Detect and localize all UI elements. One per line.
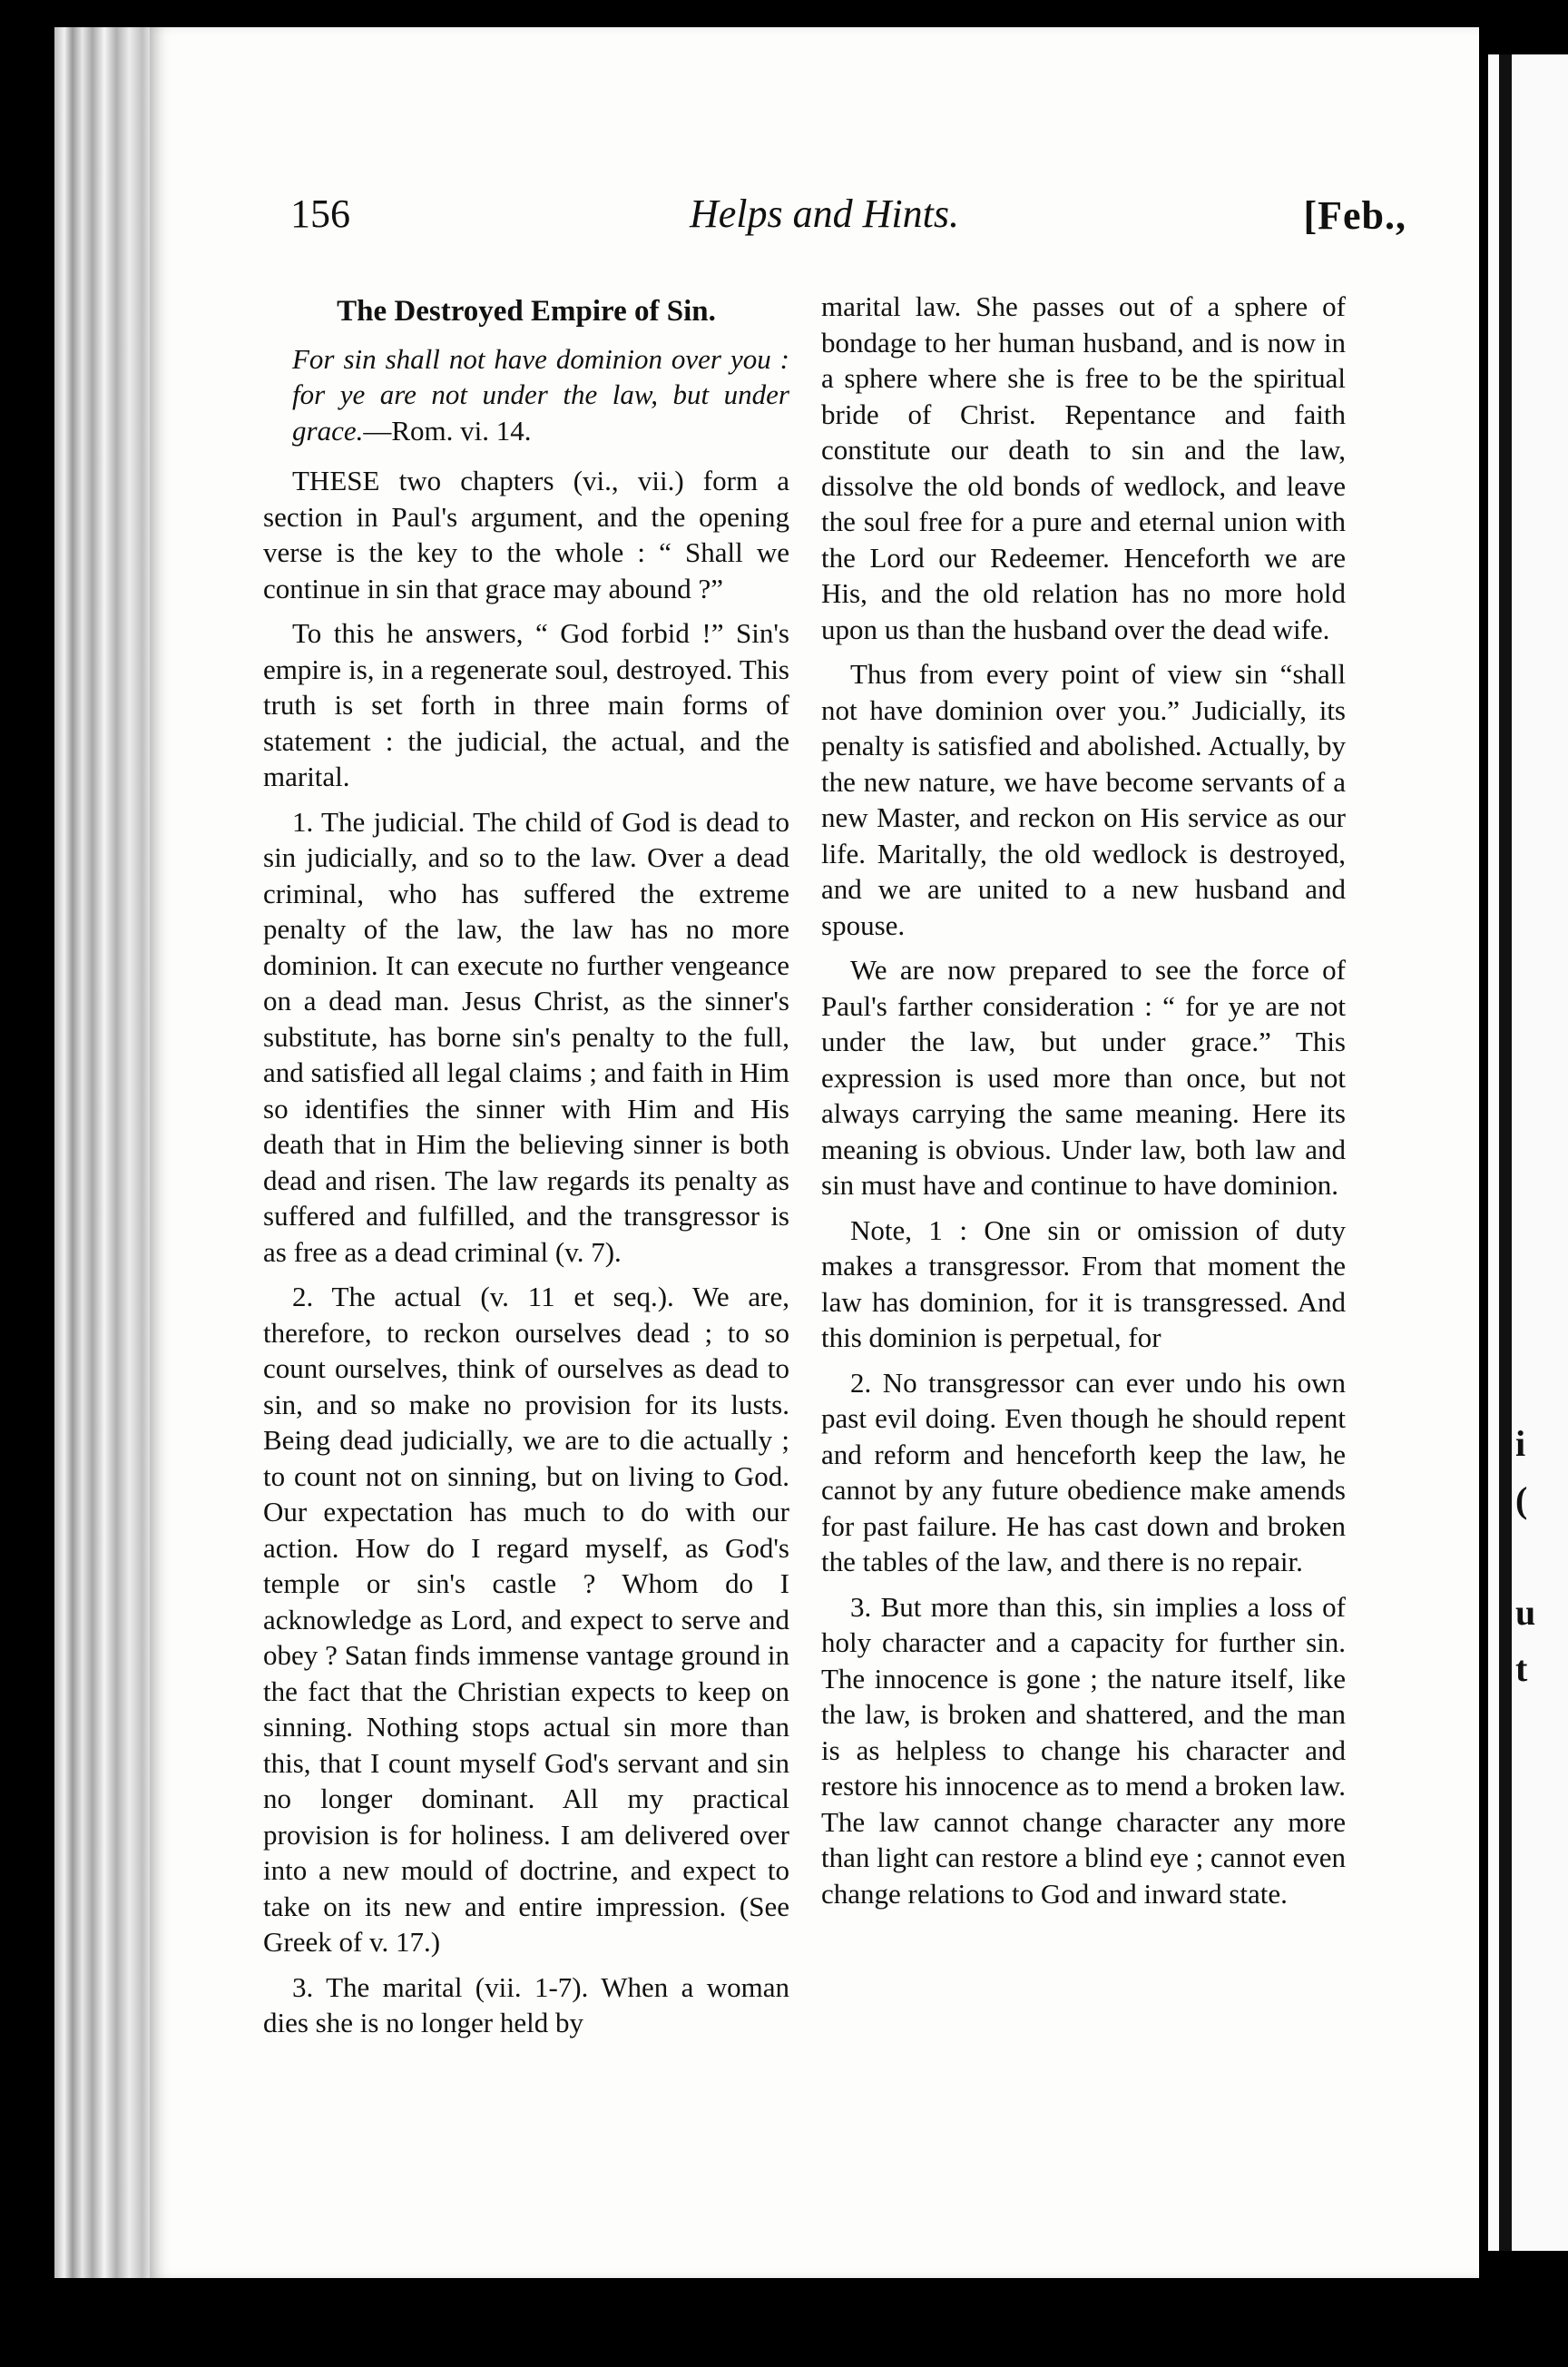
- epigraph: [263, 341, 789, 449]
- article-title: The Destroyed Empire of Sin.: [337, 295, 716, 328]
- paragraph: To this he answers, “ God forbid !” Sin's empire is, in a regenerate soul, destroyed. This truth is set forth in three main forms of statement : the judicial, the actual, and the marital.: [263, 617, 789, 792]
- paragraph: 3. But more than this, sin implies a loss of holy character and a capacity for further sin. The innocence is gone ; the nature itself, like the law, is broken and shattered, and the man is as helpless to change his character and restore his innocence as to mend a broken law. The law cannot change character any more than light can restore a blind eye ; cannot even change relations to God and inward state.: [821, 1590, 1346, 1910]
- facing-glyph: u: [1515, 1592, 1536, 1633]
- gutter-shadow: [1499, 54, 1512, 2251]
- paragraph: 1. The judicial. The child of God is dead to sin judicially, and so to the law. Over a dead criminal, who has suffered the extreme penalty of the law, the law has no more dominion. It can execute no further vengeance on a dead man. Jesus Christ, as the sinner's substitute, has borne sin's penalty to the full, and satisfied all legal claims ; and faith in Him so identifies the sinner with Him and His death that in Him the believing sinner is both dead and risen. The law regards its penalty as suffered and fulfilled, and the transgressor is as free as a dead criminal (v. 7).: [263, 805, 789, 1268]
- epigraph-reference: —Rom. vi. 14.: [363, 414, 532, 447]
- paragraph: THESE two chapters (vi., vii.) form a section in Paul's argument, and the opening verse is the key to the whole : “ Shall we continue in sin that grace may abound ?”: [263, 465, 789, 604]
- paragraph: Note, 1 : One sin or omission of duty makes a transgressor. From that moment the law has dominion, for it is transgressed. And this dominion is perpetual, for: [821, 1213, 1346, 1353]
- epigraph-text: For sin shall not have dominion over you : for ye are not under the law, but under grace.: [292, 342, 789, 447]
- paragraph: marital law. She passes out of a sphere of bondage to her human husband, and is now in a sphere where she is free to be the spiritual bride of Christ. Repentance and faith constitute our death to sin and the law, dissolve the old bonds of wedlock, and leave the soul free for a pure and eternal union with the Lord our Redeemer. Henceforth we are His, and the old relation has no more hold upon us than the husband over the dead wife.: [821, 290, 1346, 645]
- running-head: [290, 191, 1406, 245]
- paragraph: Thus from every point of view sin “shall not have dominion over you.” Judicially, its penalty is satisfied and abolished. Actually, by the new nature, we have become servants of a new Master, and reckon on His service as our life. Maritally, the old wedlock is destroyed, and we are united to a new husband and spouse.: [821, 658, 1346, 941]
- paragraph: 2. No transgressor can ever undo his own past evil doing. Even though he should repent and reform and henceforth keep the law, he cannot by any future obedience make amends for past failure. He has cast down and broken the tables of the law, and there is no repair.: [821, 1366, 1346, 1577]
- paragraph: 3. The marital (vii. 1-7). When a woman dies she is no longer held by: [263, 1970, 789, 2038]
- facing-glyph: (: [1515, 1479, 1528, 1520]
- facing-glyph: t: [1515, 1648, 1528, 1689]
- running-title: Helps and Hints.: [690, 192, 959, 236]
- facing-glyph: i: [1515, 1423, 1526, 1464]
- right-column: [821, 289, 1346, 1920]
- page-number: 156: [290, 192, 350, 236]
- page-edges: [54, 27, 154, 2278]
- facing-page-glyphs: [1515, 1416, 1561, 1697]
- left-column: [263, 289, 789, 2050]
- paragraph: We are now prepared to see the force of Paul's farther consideration : “ for ye are not under the law, but under grace.” This expression is used more than once, but not always carrying the same meaning. Here its meaning is obvious. Under law, both law and sin must have and continue to have dominion.: [821, 954, 1346, 1201]
- running-month: [Feb.,: [1303, 193, 1406, 238]
- facing-page-strip: [1488, 54, 1568, 2251]
- paragraph: 2. The actual (v. 11 et seq.). We are, therefore, to reckon ourselves dead ; to so count ourselves, think of ourselves as dead to sin, and so make no provision for its lusts. Being dead judicially, we are to die actually ; to count not on sinning, but on living to God. Our expectation has much to do with our action. How do I regard myself, as God's temple or sin's castle ? Whom do I acknowledge as Lord, and expect to serve and obey ? Satan finds immense vantage ground in the fact that the Christian expects to keep on sinning. Nothing stops actual sin more than this, that I count myself God's servant and sin no longer dominant. All my practical provision is for holiness. I am delivered over into a new mould of doctrine, and expect to take on its new and entire impression. (See Greek of v. 17.): [263, 1281, 789, 1958]
